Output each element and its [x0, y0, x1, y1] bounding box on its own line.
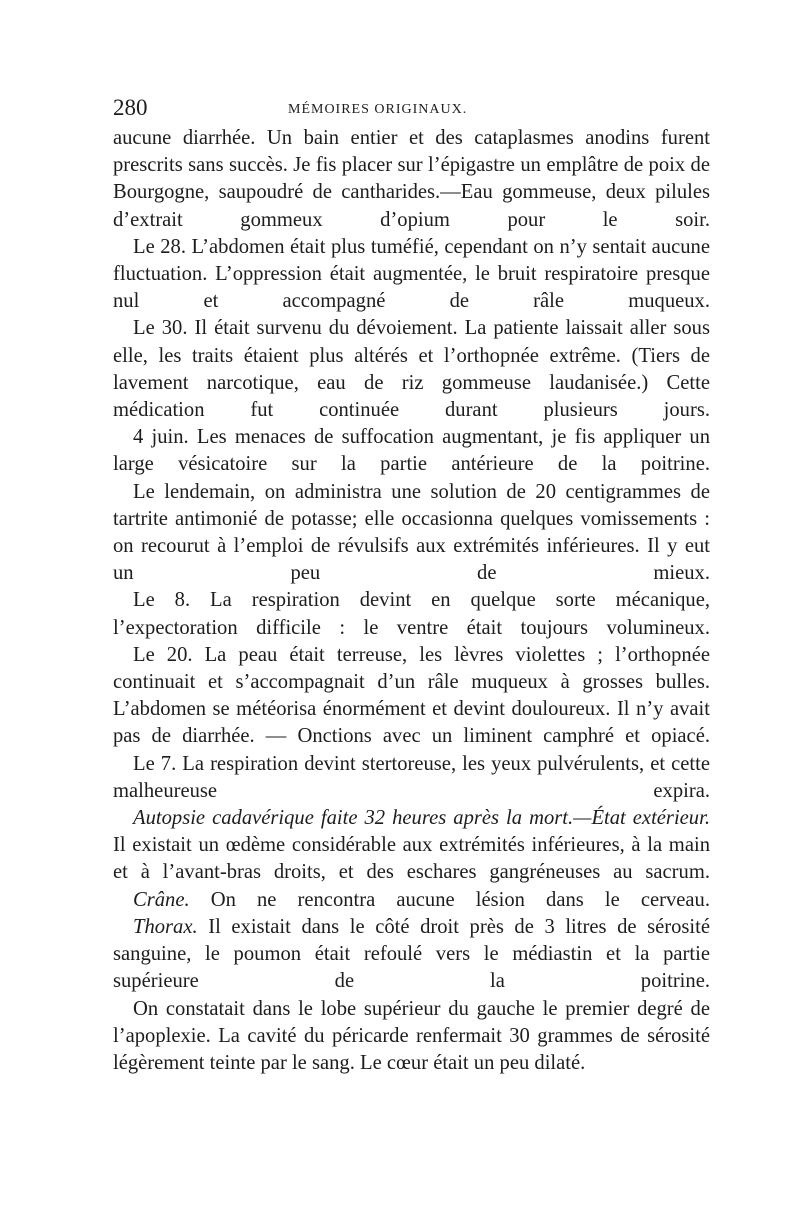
- paragraph: On constatait dans le lobe supérieur du gauche le premier degré de l’apoplexie. La cavité du péricarde renfermait 30 grammes de sérosité légèrement teinte par le sang. Le cœur était un peu dilaté.: [113, 997, 710, 1074]
- page-number: 280: [113, 95, 148, 120]
- body-text: [113, 125, 710, 1077]
- paragraph-text: Il existait un œdème considérable aux extrémités inférieures, à la main et à l’avant-bras droits, et des eschares gangréneuses au sacrum.: [113, 834, 710, 884]
- paragraph: [113, 805, 710, 887]
- paragraph: Le 28. L’abdomen était plus tuméfié, cependant on n’y sentait aucune fluctuation. L’oppression était augmentée, le bruit respiratoire presque nul et accompagné de râle muqueux.: [113, 235, 710, 313]
- paragraph: Le 7. La respiration devint stertoreuse, les yeux pulvérulents, et cette malheureuse expira.: [113, 752, 710, 802]
- section-heading-autopsy: Autopsie cadavérique faite 32 heures après la mort.—État extérieur.: [133, 807, 710, 830]
- paragraph: [113, 914, 710, 996]
- paragraph: Le 30. Il était survenu du dévoiement. La patiente laissait aller sous elle, les traits étaient plus altérés et l’orthopnée extrême. (Tiers de lavement narcotique, eau de riz gommeuse laudanisée.) Cette médication fut continuée durant plusieurs jours.: [113, 317, 710, 422]
- section-heading-thorax: Thorax.: [133, 915, 198, 938]
- paragraph-text: On ne rencontra aucune lésion dans le cerveau.: [189, 888, 710, 911]
- paragraph: Le 20. La peau était terreuse, les lèvres violettes ; l’orthopnée continuait et s’accompagnait d’un râle muqueux à grosses bulles. L’abdomen se météorisa énormément et devint douloureux. Il n’y avait pas de diarrhée. — Onctions avec un liminent camphré et opiacé.: [113, 643, 710, 748]
- paragraph: aucune diarrhée. Un bain entier et des cataplasmes anodins furent prescrits sans succès. Je fis placer sur l’épigastre un emplâtre de poix de Bourgogne, saupoudré de cantharides.—Eau gommeuse, deux pilules d’extrait gommeux d’opium pour le soir.: [113, 127, 710, 231]
- paragraph: [113, 887, 710, 914]
- paragraph: Le lendemain, on administra une solution de 20 centigrammes de tartrite antimonié de potasse; elle occasionna quelques vomissements : on recourut à l’emploi de révulsifs aux extrémités inférieures. Il y eut un peu de mieux.: [113, 480, 710, 585]
- running-header: [113, 95, 710, 125]
- running-title: MÉMOIRES ORIGINAUX.: [288, 102, 468, 117]
- paragraph: Le 8. La respiration devint en quelque sorte mécanique, l’expectoration difficile : le ventre était toujours volumineux.: [113, 589, 710, 639]
- section-heading-crane: Crâne.: [133, 888, 190, 911]
- paragraph-text: Il existait dans le côté droit près de 3 litres de sérosité sanguine, le poumon était refoulé vers le médiastin et la partie supérieure de la poitrine.: [113, 915, 710, 993]
- paragraph: 4 juin. Les menaces de suffocation augmentant, je fis appliquer un large vésicatoire sur la partie antérieure de la poitrine.: [113, 426, 710, 476]
